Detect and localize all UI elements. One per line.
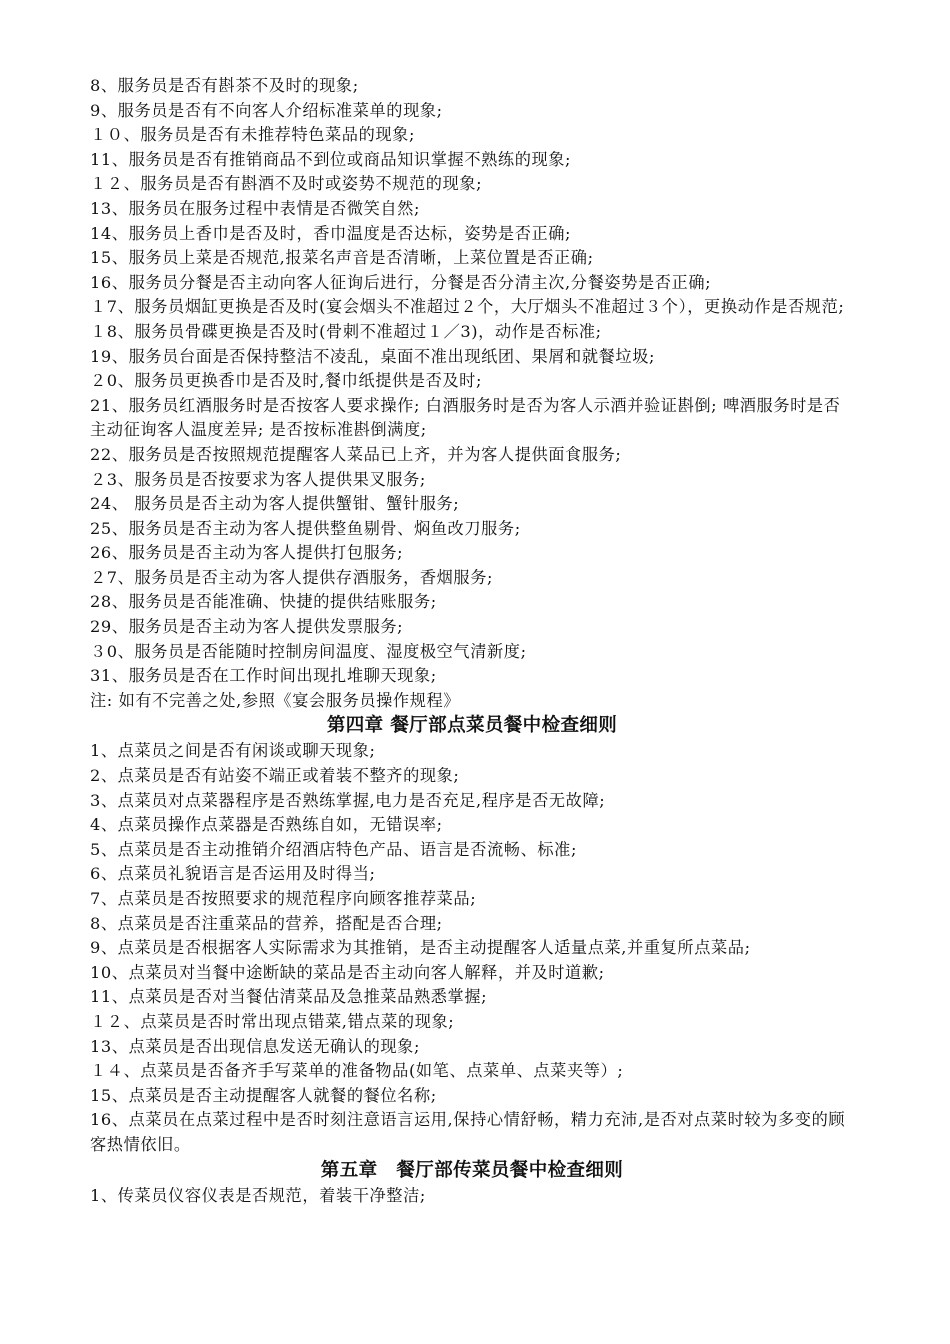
food-runner-check-list [90,1184,854,1209]
list-item: 9、服务员是否有不向客人介绍标准菜单的现象; [90,100,443,120]
list-item: １8、服务员骨碟更换是否及时(骨刺不准超过１／3)，动作是否标准; [90,321,602,341]
list-item: ２3、服务员是否按要求为客人提供果叉服务; [90,469,426,489]
list-item: １２、服务员是否有斟酒不及时或姿势不规范的现象; [90,174,483,194]
list-item: 24、 服务员是否主动为客人提供蟹钳、蟹针服务; [90,494,460,514]
list-item: ２7、服务员是否主动为客人提供存酒服务，香烟服务; [90,567,494,587]
list-item: １４、点菜员是否备齐手写菜单的准备物品(如笔、点菜单、点菜夹等）; [90,1061,624,1081]
order-taker-check-list [90,739,854,1157]
list-item: 10、点菜员对当餐中途断缺的菜品是否主动向客人解释，并及时道歉; [90,962,605,982]
list-item: 16、服务员分餐是否主动向客人征询后进行，分餐是否分清主次,分餐姿势是否正确; [90,272,712,292]
list-item: 22、服务员是否按照规范提醒客人菜品已上齐，并为客人提供面食服务; [90,444,622,464]
list-item: 26、服务员是否主动为客人提供打包服务; [90,543,404,563]
chapter-5-title: 第五章 餐厅部传菜员餐中检查细则 [320,1159,624,1181]
list-item: 8、点菜员是否注重菜品的营养，搭配是否合理; [90,913,443,933]
list-item: 15、服务员上菜是否规范,报菜名声音是否清晰，上菜位置是否正确; [90,248,594,268]
list-item: 21、服务员红酒服务时是否按客人要求操作; 白酒服务时是否为客人示酒并验证斟倒; 啤酒服务时是否主动征询客人温度差异; 是否按标准斟倒满度; [90,395,841,440]
list-item: 7、点菜员是否按照要求的规范程序向顾客推荐菜品; [90,889,477,908]
list-item: 2、点菜员是否有站姿不端正或着装不整齐的现象; [90,766,460,786]
list-item: 9、点菜员是否根据客人实际需求为其推销，是否主动提醒客人适量点菜,并重复所点菜品; [90,938,751,958]
chapter-4-title: 第四章 餐厅部点菜员餐中检查细则 [326,715,618,737]
list-item: 11、点菜员是否对当餐估清菜品及急推菜品熟悉掌握; [90,987,488,1007]
list-item: ３0、服务员是否能随时控制房间温度、湿度极空气清新度; [90,641,527,661]
list-item: 1、点菜员之间是否有闲谈或聊天现象; [90,741,376,761]
list-item: 28、服务员是否能准确、快捷的提供结账服务; [90,592,437,612]
list-item: 31、服务员是否在工作时间出现扎堆聊天现象; [90,666,437,686]
list-item: 19、服务员台面是否保持整洁不凌乱，桌面不准出现纸团、果屑和就餐垃圾; [90,346,656,366]
list-item: 3、点菜员对点菜器程序是否熟练掌握,电力是否充足,程序是否无故障; [90,790,606,810]
list-item: 25、服务员是否主动为客人提供整鱼剔骨、焖鱼改刀服务; [90,518,521,538]
list-item: 5、点菜员是否主动推销介绍酒店特色产品、语言是否流畅、标准; [90,839,578,859]
list-item: １２、点菜员是否时常出现点错菜,错点菜的现象; [90,1011,455,1031]
list-item: 13、点菜员是否出现信息发送无确认的现象; [90,1036,421,1056]
list-item: １０、服务员是否有未推荐特色菜品的现象; [90,125,416,145]
list-item: 29、服务员是否主动为客人提供发票服务; [90,617,404,637]
list-item: 6、点菜员礼貌语言是否运用及时得当; [90,864,376,884]
list-item: 14、服务员上香巾是否及时，香巾温度是否达标，姿势是否正确; [90,223,572,243]
list-item: １7、服务员烟缸更换是否及时(宴会烟头不准超过２个，大厅烟头不准超过３个），更换动作是否规范; [90,297,845,317]
list-item: 4、点菜员操作点菜器是否熟练自如，无错误率; [90,815,443,835]
list-item: 11、服务员是否有推销商品不到位或商品知识掌握不熟练的现象; [90,149,572,169]
note-text: 注: 如有不完善之处,参照《宴会服务员操作规程》 [90,690,461,710]
list-item: ２0、服务员更换香巾是否及时,餐巾纸提供是否及时; [90,371,483,391]
list-item: 8、服务员是否有斟茶不及时的现象; [90,76,359,95]
service-check-list [90,74,854,713]
list-item: 16、点菜员在点菜过程中是否时刻注意语言运用,保持心情舒畅，精力充沛,是否对点菜时较为多变的顾客热情依旧。 [90,1110,846,1154]
list-item: 1、传菜员仪容仪表是否规范，着装干净整洁; [90,1185,426,1205]
list-item: 15、点菜员是否主动提醒客人就餐的餐位名称; [90,1085,437,1105]
list-item: 13、服务员在服务过程中表情是否微笑自然; [90,198,421,218]
